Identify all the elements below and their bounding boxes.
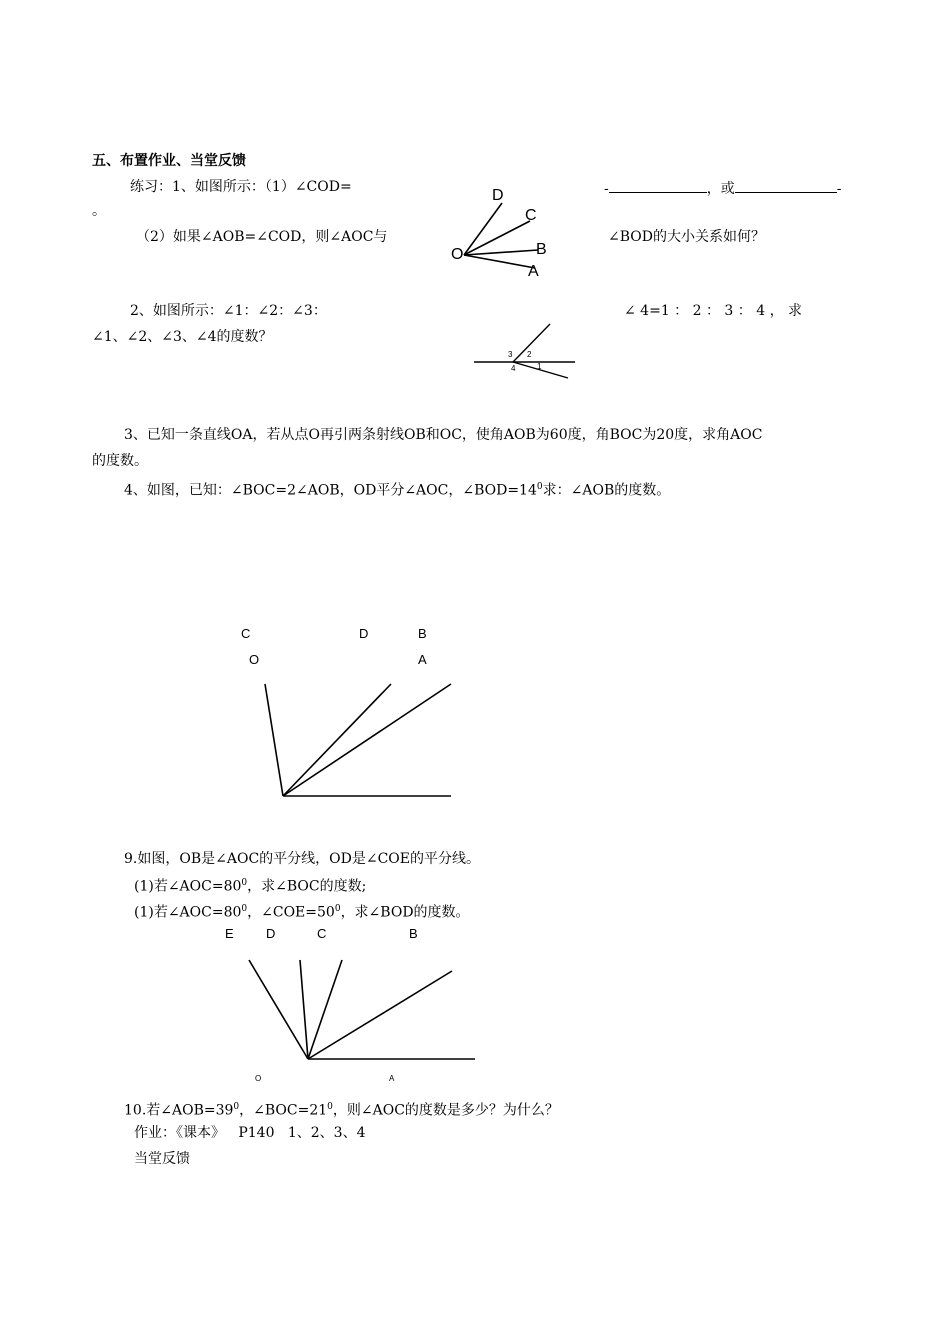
q1-end-dash: - [836,181,842,197]
q10-degree-1: 0 [233,1102,240,1112]
q4-degree: 0 [536,482,543,492]
q9-label-c: C [317,926,327,941]
q1-label-d: D [492,187,504,204]
q1-label-a: A [528,263,539,280]
q2-line1-right: ∠ 4=1 ： 2 ： 3 ： 4 ， 求 [624,303,803,319]
feedback-line: 当堂反馈 [134,1151,190,1167]
q9-label-o: O [255,1074,262,1083]
q10-degree-2: 0 [327,1102,333,1112]
q3-line1: 3、已知一条直线OA，若从点O再引两条射线OB和OC，使角AOB为60度，角BOC为20度，求角AOC [124,427,763,443]
q4-label-c: C [241,626,251,641]
q9-line3-c: ，求∠BOD的度数。 [340,904,470,921]
q1-line1-left: 练习：1、如图所示：（1）∠COD= [130,179,352,195]
section-title: 五、布置作业、当堂反馈 [92,153,246,169]
q1-label-c: C [525,207,537,224]
q9-line3-degree-1: 0 [241,904,248,914]
q4-label-o: O [249,652,260,667]
q9-label-d: D [266,926,276,941]
q10-text [124,1098,559,1120]
homework-line: 作业：《课本》 P140 1、2、3、4 [134,1125,366,1141]
q4-label-b: B [418,626,427,641]
q9-label-e: E [225,926,234,941]
q9-label-a: A [389,1074,395,1083]
q2-line1-left: 2、如图所示：∠1：∠2：∠3： [130,303,327,319]
q9-line3-b: ，∠COE=50 [247,904,335,921]
q2-label-2: 2 [527,350,532,359]
q10-text-b: ，∠BOC=21 [239,1102,328,1119]
q9-line1: 9.如图，OB是∠AOC的平分线，OD是∠COE的平分线。 [124,851,480,867]
q9-line3-a: (1)若∠AOC=80 [134,904,242,921]
q10-text-c: ，则∠AOC的度数是多少？为什么？ [332,1102,559,1119]
q1-or: ，或 [706,181,735,197]
q4-label-a: A [418,652,427,667]
q4-label-d: D [359,626,369,641]
q3-line2: 的度数。 [92,453,148,469]
q1-label-b: B [536,241,547,258]
q2-label-1: 1 [537,362,542,371]
q9-label-b: B [409,926,418,941]
q10-text-a: 10.若∠AOB=39 [124,1102,234,1119]
q4-text-before: 4、如图，已知：∠BOC=2∠AOB，OD平分∠AOC，∠BOD=14 [124,482,537,499]
q2-label-4: 4 [511,364,516,373]
q2-label-3: 3 [508,350,513,359]
q1-label-o: O [451,246,464,263]
q1-line2-left: （2）如果∠AOB=∠COD，则∠AOC与 [136,229,388,245]
q9-line3-degree-2: 0 [334,904,341,914]
q2-line2: ∠1、∠2、∠3、∠4的度数？ [92,329,273,345]
q1-line2-right: ∠BOD的大小关系如何？ [608,229,765,245]
q9-line2-degree: 0 [241,878,248,888]
q1-line1-cont: 。 [92,203,106,219]
q4-text-after: 求：∠AOB的度数。 [542,482,671,499]
q9-line2-b: ，求∠BOC的度数; [247,878,367,895]
q1-dash: - [604,181,609,197]
q9-line2-a: (1)若∠AOC=80 [134,878,242,895]
